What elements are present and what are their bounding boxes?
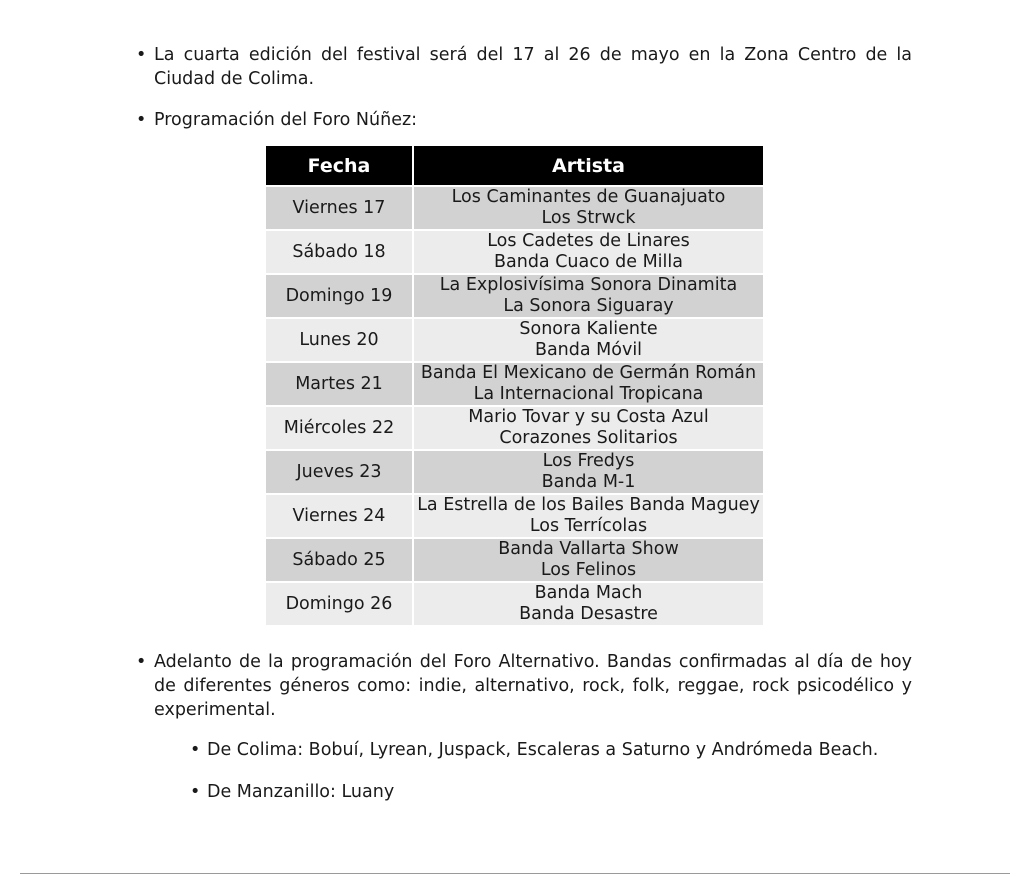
table-row (266, 494, 763, 538)
artist-name: La Explosivísima Sonora Dinamita (439, 275, 738, 295)
foro-nunez-bullet (136, 108, 912, 132)
artist-name: La Internacional Tropicana (473, 384, 704, 404)
fecha-cell: Lunes 20 (266, 318, 413, 362)
fecha-cell: Miércoles 22 (266, 406, 413, 450)
fecha-cell: Sábado 25 (266, 538, 413, 582)
artist-name: Los Fredys (542, 451, 635, 471)
fecha-cell: Viernes 24 (266, 494, 413, 538)
header-fecha: Fecha (266, 146, 413, 186)
table-row (266, 450, 763, 494)
manzanillo-bullet (190, 780, 910, 804)
artista-cell (413, 186, 763, 230)
artist-name: Corazones Solitarios (499, 428, 678, 448)
fecha-cell: Jueves 23 (266, 450, 413, 494)
artista-cell (413, 538, 763, 582)
bullet-marker: • (190, 740, 201, 760)
artist-name: Banda Cuaco de Milla (494, 252, 683, 272)
table-row (266, 230, 763, 274)
artist-name: Banda Móvil (534, 340, 643, 360)
table-body (266, 186, 763, 625)
table-row (266, 538, 763, 582)
artista-cell (413, 318, 763, 362)
artista-cell (413, 494, 763, 538)
intro-bullet (136, 43, 912, 91)
fecha-cell: Domingo 19 (266, 274, 413, 318)
page-divider (20, 873, 1010, 874)
bullet-marker: • (136, 110, 147, 130)
artista-cell (413, 362, 763, 406)
colima-bands: De Colima: Bobuí, Lyrean, Juspack, Escaleras a Saturno y Andrómeda Beach. (207, 740, 879, 760)
artist-name: Los Strwck (541, 208, 636, 228)
foro-alternativo-bullet (136, 650, 912, 722)
artista-cell (413, 406, 763, 450)
artist-name: Banda M-1 (541, 472, 636, 492)
bullet-marker: • (136, 45, 147, 65)
artista-cell (413, 582, 763, 625)
artist-name: Los Felinos (540, 560, 637, 580)
artist-name: Los Cadetes de Linares (487, 231, 690, 251)
foro-alternativo-text: Adelanto de la programación del Foro Alternativo. Bandas confirmadas al día de hoy de diferentes géneros como: indie, alternativo, rock, folk, reggae, rock psicodélico y experimental. (154, 652, 912, 720)
artist-name: Banda Desastre (519, 604, 658, 624)
bullet-marker: • (190, 782, 201, 802)
artist-name: La Sonora Siguaray (503, 296, 674, 316)
table-row (266, 274, 763, 318)
artista-cell (413, 274, 763, 318)
table-row (266, 186, 763, 230)
bullet-marker: • (136, 652, 147, 672)
artist-name: Sonora Kaliente (519, 319, 658, 339)
artist-name: La Estrella de los Bailes Banda Maguey (417, 495, 760, 515)
artist-name: Los Terrícolas (529, 516, 648, 536)
table-row (266, 362, 763, 406)
colima-bullet (190, 738, 910, 762)
artist-name: Los Caminantes de Guanajuato (451, 187, 726, 207)
fecha-cell: Viernes 17 (266, 186, 413, 230)
program-table (266, 146, 763, 625)
header-artista: Artista (413, 146, 763, 186)
fecha-cell: Sábado 18 (266, 230, 413, 274)
artista-cell (413, 230, 763, 274)
foro-nunez-heading: Programación del Foro Núñez: (154, 110, 418, 130)
fecha-cell: Martes 21 (266, 362, 413, 406)
intro-text: La cuarta edición del festival será del 17 al 26 de mayo en la Zona Centro de la Ciudad de Colima. (154, 45, 912, 89)
artist-name: Banda Vallarta Show (498, 539, 679, 559)
artist-name: Banda Mach (534, 583, 643, 603)
artist-name: Banda El Mexicano de Germán Román (420, 363, 757, 383)
table-row (266, 582, 763, 625)
fecha-cell: Domingo 26 (266, 582, 413, 625)
table-header-row (266, 146, 763, 186)
artista-cell (413, 450, 763, 494)
manzanillo-bands: De Manzanillo: Luany (207, 782, 395, 802)
table-row (266, 318, 763, 362)
table-row (266, 406, 763, 450)
artist-name: Mario Tovar y su Costa Azul (468, 407, 709, 427)
